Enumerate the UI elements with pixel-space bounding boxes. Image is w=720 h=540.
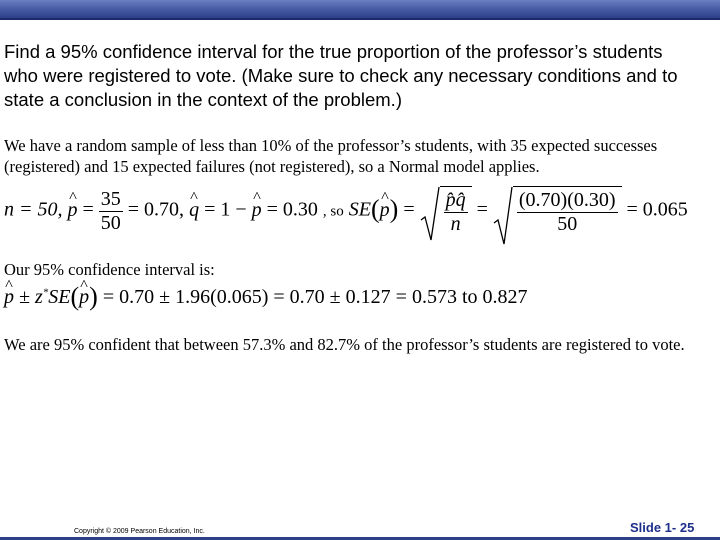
slide-number: Slide 1- 25 bbox=[630, 520, 695, 535]
equals-sign: = bbox=[82, 198, 94, 221]
sqrt-numerator: p̂q̂ bbox=[445, 189, 466, 211]
radical-sign-icon bbox=[420, 186, 440, 242]
q-hat-symbol: ^ q bbox=[189, 199, 199, 222]
fraction-denominator: 50 bbox=[100, 211, 121, 234]
question-line-3: state a conclusion in the context of the problem.) bbox=[4, 89, 402, 110]
numeric-numerator: (0.70)(0.30) bbox=[518, 189, 616, 211]
fraction-35-50 bbox=[99, 188, 123, 235]
p-hat-symbol-2: ^ p bbox=[252, 199, 262, 222]
se-label-2: SE bbox=[48, 285, 71, 308]
sqrt-numeric bbox=[493, 186, 622, 236]
q-hat-formula: = 1 − bbox=[204, 198, 247, 221]
ci-calculation: = 0.70 ± 1.96(0.065) = 0.70 ± 0.127 = 0.573 to 0.827 bbox=[102, 285, 528, 308]
fraction-numerator: 35 bbox=[100, 187, 121, 210]
header-bar bbox=[0, 0, 720, 18]
copyright-notice: Copyright © 2009 Pearson Education, Inc. bbox=[74, 528, 205, 535]
sqrt-denominator: n bbox=[444, 212, 468, 236]
n-assignment: n = 50, bbox=[4, 198, 63, 221]
question-text bbox=[4, 40, 704, 112]
se-result: = 0.065 bbox=[626, 198, 688, 221]
numeric-denominator: 50 bbox=[517, 212, 618, 236]
p-hat-value: = 0.70, bbox=[127, 198, 185, 221]
confidence-interval-equation: ^ p ± z*SE(^ p) = 0.70 ± 1.96(0.065) = 0.70 ± 0.127 = 0.573 to 0.827 bbox=[4, 282, 528, 312]
question-line-1: Find a 95% confidence interval for the true proportion of the professor’s students bbox=[4, 41, 663, 62]
standard-error-equation: n = 50, ^ p = $\frac{35}{50}$ = 0.70, ^ q = 1 − ^ p = 0.30 , so SE(^ p) = $\frac{p̂q̂}{n}$ = $\frac{(0.70)(0.30)}{50}$ = 0.065 bbox=[4, 186, 688, 236]
conclusion-paragraph: We are 95% confident that between 57.3% and 82.7% of the professor’s students are registered to vote. bbox=[4, 335, 685, 354]
radical-sign-icon-2 bbox=[493, 186, 513, 246]
question-line-2: who were registered to vote. (Make sure to check any necessary conditions and to bbox=[4, 65, 678, 86]
se-label: SE bbox=[348, 198, 371, 221]
ci-heading: Our 95% confidence interval is: bbox=[4, 260, 215, 279]
header-divider bbox=[0, 18, 720, 20]
so-word: , so bbox=[322, 203, 344, 220]
p-hat-symbol: ^ p bbox=[68, 199, 78, 222]
q-hat-value: = 0.30 bbox=[266, 198, 318, 221]
z-star: ± z* bbox=[19, 285, 49, 308]
sqrt-pq-over-n bbox=[420, 186, 472, 236]
conditions-paragraph: We have a random sample of less than 10% of the professor’s students, with 35 expected successes (registered) and 15 expected failures (not registered), so a Normal model applies. bbox=[4, 136, 658, 176]
p-hat-symbol-3: ^ p bbox=[4, 286, 14, 309]
